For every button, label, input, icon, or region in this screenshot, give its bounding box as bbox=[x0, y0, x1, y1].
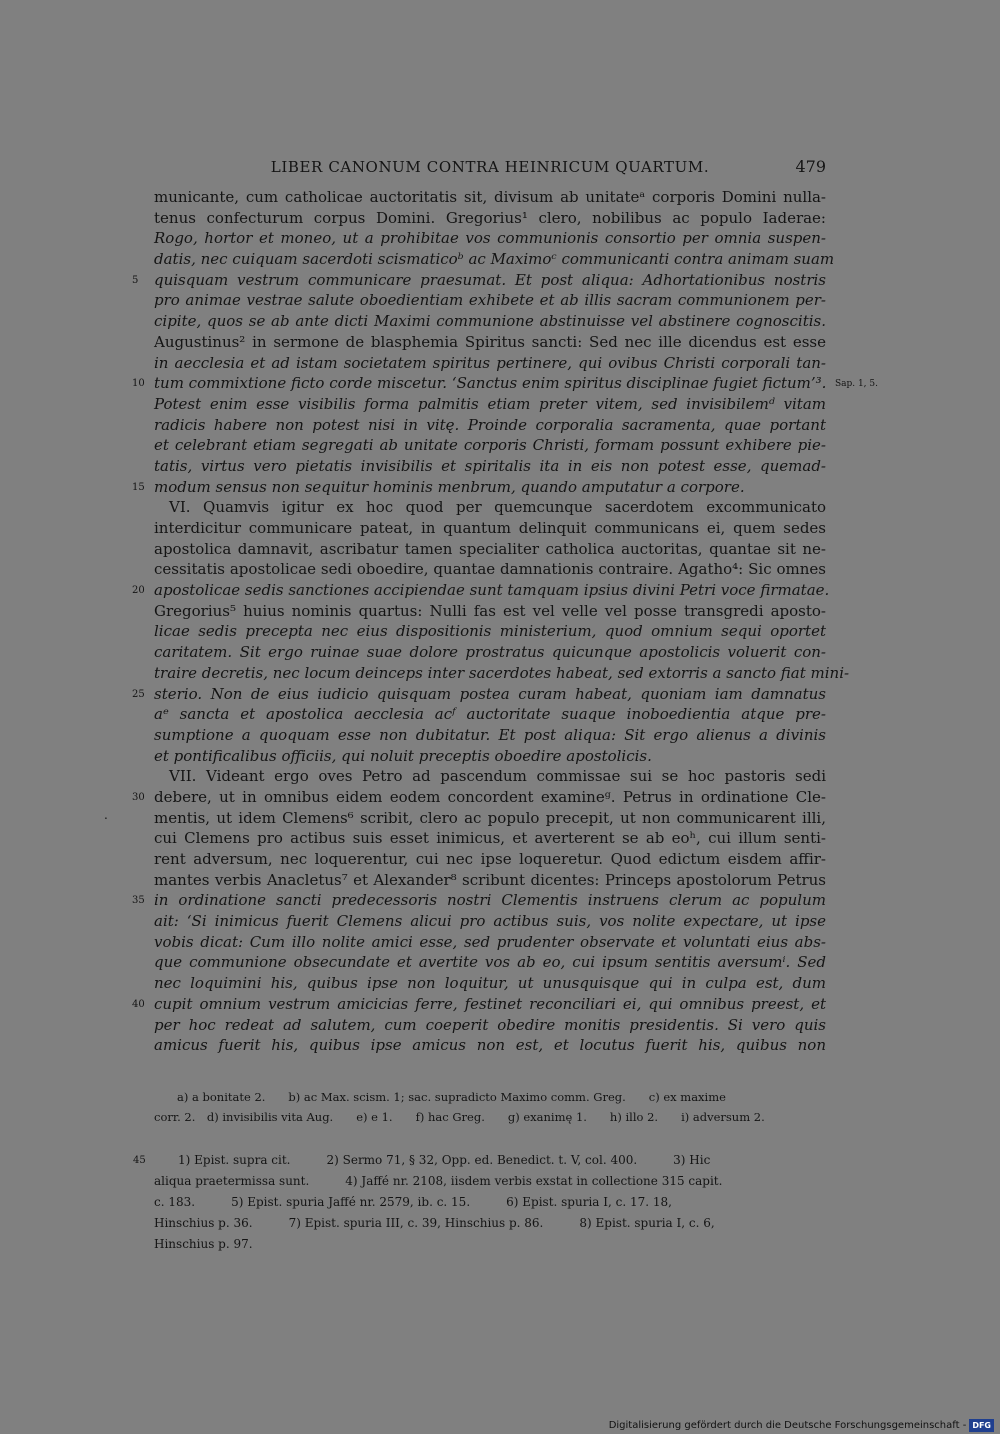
dfg-logo: DFG bbox=[969, 1419, 994, 1432]
line-text: apostolicae sedis sanctiones accipiendae sunt tamquam ipsius divini Petri voce firmatae. bbox=[154, 581, 830, 600]
line-text: cessitatis apostolicae sedi oboedire, quantae damnationis contraire. Agatho⁴: Sic omnes bbox=[154, 560, 826, 579]
line-text: datis, nec cuiquam sacerdoti scismaticoᵇ ac Maximoᶜ communicanti contra animam suam bbox=[154, 250, 835, 269]
text-line bbox=[132, 994, 826, 1015]
line-text: pro animae vestrae salute oboedientiam exhibete et ab illis sacram communionem per- bbox=[154, 291, 826, 310]
line-text: VII. Videant ergo oves Petro ad pascendum commissae sui se hoc pastoris sedi bbox=[154, 767, 826, 786]
footer-text: Digitalisierung gefördert durch die Deutsche Forschungsgemeinschaft - bbox=[608, 1419, 967, 1431]
text-line bbox=[132, 373, 878, 394]
line-text: radicis habere non potest nisi in vitę. Proinde corporalia sacramenta, quae portant bbox=[154, 415, 826, 434]
note-text: aliqua praetermissa sunt. 4) Jaffé nr. 2108, iisdem verbis exstat in collectione 315 capit. bbox=[154, 1174, 723, 1188]
line-text: et celebrant etiam segregati ab unitate corporis Christi, formam possunt exhibere pie- bbox=[154, 436, 826, 455]
line-text: que communione obsecundate et avertite vos ab eo, cui ipsum sentitis aversumⁱ. Sed bbox=[154, 953, 826, 972]
text-line bbox=[154, 973, 826, 994]
line-text: traire decretis, nec locum deinceps inter sacerdotes habeat, sed extorris a sancto fiat mini- bbox=[154, 663, 850, 682]
line-text: amicus fuerit his, quibus ipse amicus non est, et locutus fuerit his, quibus non bbox=[154, 1036, 826, 1055]
line-text: Augustinus² in sermone de blasphemia Spiritus sancti: Sed nec ille dicendus est esse bbox=[154, 332, 826, 351]
text-line bbox=[132, 684, 826, 705]
line-text: mentis, ut idem Clemens⁶ scribit, clero ac populo precepit, ut non communicarent illi, bbox=[154, 808, 826, 827]
text-line bbox=[154, 621, 826, 642]
text-line bbox=[132, 890, 826, 911]
line-number: 5 bbox=[132, 274, 139, 286]
line-number: 45 bbox=[133, 1155, 146, 1166]
text-line bbox=[154, 497, 826, 518]
text-line bbox=[132, 270, 826, 291]
critical-apparatus bbox=[154, 1087, 822, 1127]
text-line bbox=[154, 663, 850, 684]
line-text: licae sedis precepta nec eius dispositionis ministerium, quod omnium sequi oportet bbox=[154, 622, 826, 641]
line-text: Gregorius⁵ huius nominis quartus: Nulli fas est vel velle vel posse transgredi aposto- bbox=[154, 601, 826, 620]
line-text: et pontificalibus officiis, qui noluit preceptis oboedire apostolicis. bbox=[154, 746, 652, 765]
text-line bbox=[132, 787, 826, 808]
note-line bbox=[154, 1192, 822, 1213]
text-line bbox=[154, 1015, 826, 1036]
text-line bbox=[154, 601, 826, 622]
text-line bbox=[154, 932, 826, 953]
text-line bbox=[154, 1035, 826, 1056]
line-text: modum sensus non sequitur hominis menbrum, quando amputatur a corpore. bbox=[154, 477, 745, 496]
line-text: Rogo, hortor et moneo, ut a prohibitae vos communionis consortio per omnia suspen- bbox=[154, 229, 826, 248]
line-number: 25 bbox=[132, 688, 145, 700]
line-text: nec loquimini his, quibus ipse non loquitur, ut unusquisque qui in culpa est, dum bbox=[154, 974, 826, 993]
line-text: sterio. Non de eius iudicio quisquam postea curam habeat, quoniam iam damnatus bbox=[154, 684, 826, 703]
text-line bbox=[154, 290, 826, 311]
text-line bbox=[154, 415, 826, 436]
text-line bbox=[132, 580, 830, 601]
apparatus-line: a) a bonitate 2. b) ac Max. scism. 1; sac. supradicto Maximo comm. Greg. c) ex maxime bbox=[154, 1090, 726, 1104]
line-text: in aecclesia et ad istam societatem spiritus pertinere, qui ovibus Christi corporali tan- bbox=[154, 353, 826, 372]
text-line bbox=[154, 332, 826, 353]
note-text: Hinschius p. 97. bbox=[154, 1237, 253, 1251]
text-line bbox=[154, 766, 826, 787]
text-line bbox=[154, 353, 826, 374]
line-text: quisquam vestrum communicare praesumat. Et post aliqua: Adhortationibus nostris bbox=[154, 270, 826, 289]
line-text: cui Clemens pro actibus suis esset inimicus, et averterent se ab eoʰ, cui illum senti- bbox=[154, 829, 826, 848]
source-notes bbox=[133, 1150, 822, 1255]
text-line bbox=[154, 911, 826, 932]
note-line bbox=[154, 1234, 822, 1255]
line-text: cipite, quos se ab ante dicti Maximi communione abstinuisse vel abstinere cognoscitis. bbox=[154, 312, 826, 331]
text-line bbox=[154, 725, 826, 746]
main-text bbox=[132, 187, 878, 1056]
line-text: caritatem. Sit ergo ruinae suae dolore prostratus quicunque apostolicis voluerit con- bbox=[154, 643, 826, 662]
stray-mark: . bbox=[104, 808, 108, 822]
line-number: 10 bbox=[132, 378, 145, 390]
line-number: 15 bbox=[132, 481, 145, 493]
text-line bbox=[154, 808, 826, 829]
text-line bbox=[154, 539, 826, 560]
text-line bbox=[154, 394, 826, 415]
running-head bbox=[154, 158, 826, 180]
text-line bbox=[154, 228, 826, 249]
line-text: tum commixtione ficto corde miscetur. ‘Sanctus enim spiritus disciplinae fugiet fictum’³. bbox=[154, 374, 827, 393]
line-text: vobis dicat: Cum illo nolite amici esse, sed prudenter observate et voluntati eius abs- bbox=[154, 932, 826, 951]
note-text: Hinschius p. 36. 7) Epist. spuria III, c. 39, Hinschius p. 86. 8) Epist. spuria I, c. 6, bbox=[154, 1216, 715, 1230]
note-text: 1) Epist. supra cit. 2) Sermo 71, § 32, Opp. ed. Benedict. t. V, col. 400. 3) Hic bbox=[154, 1153, 711, 1167]
text-line bbox=[154, 311, 826, 332]
text-line bbox=[154, 208, 826, 229]
text-line bbox=[154, 642, 826, 663]
line-text: rent adversum, nec loquerentur, cui nec ipse loqueretur. Quod edictum eisdem affir- bbox=[154, 850, 826, 868]
text-line bbox=[154, 518, 826, 539]
line-text: apostolica damnavit, ascribatur tamen specialiter catholica auctoritas, quantae sit ne- bbox=[154, 539, 826, 558]
line-text: cupit omnium vestrum amicicias ferre, festinet reconciliari ei, qui omnibus preest, et bbox=[154, 994, 826, 1013]
text-line bbox=[154, 249, 835, 270]
text-line bbox=[154, 187, 826, 208]
note-line bbox=[154, 1213, 822, 1234]
line-number: 30 bbox=[132, 791, 145, 803]
line-number: 40 bbox=[132, 998, 145, 1010]
line-text: in ordinatione sancti predecessoris nostri Clementis instruens clerum ac populum bbox=[154, 891, 826, 910]
text-line bbox=[154, 435, 826, 456]
line-text: debere, ut in omnibus eidem eodem concordent examineᵍ. Petrus in ordinatione Cle- bbox=[154, 787, 826, 806]
line-number: 35 bbox=[132, 895, 145, 907]
line-text: mantes verbis Anacletus⁷ et Alexander⁸ scribunt dicentes: Princeps apostolorum Petrus bbox=[154, 870, 826, 889]
text-line bbox=[154, 746, 826, 767]
text-line bbox=[154, 849, 826, 870]
line-text: aᵉ sancta et apostolica aecclesia acᶠ auctoritate suaque inoboedientia atque pre- bbox=[154, 705, 826, 724]
line-text: ait: ‘Si inimicus fuerit Clemens alicui pro actibus suis, vos nolite expectare, ut ipse bbox=[154, 912, 826, 931]
line-text: interdicitur communicare pateat, in quantum delinquit communicans ei, quem sedes bbox=[154, 519, 826, 537]
line-text: VI. Quamvis igitur ex hoc quod per quemcunque sacerdotem excommunicato bbox=[154, 498, 826, 517]
line-text: Potest enim esse visibilis forma palmitis etiam preter vitem, sed invisibilemᵈ vitam bbox=[154, 394, 826, 413]
text-line bbox=[154, 456, 826, 477]
text-line bbox=[132, 477, 826, 498]
text-line bbox=[154, 952, 826, 973]
text-line bbox=[154, 870, 826, 891]
line-text: municante, cum catholicae auctoritatis sit, divisum ab unitateᵃ corporis Domini nulla- bbox=[154, 188, 826, 206]
text-line bbox=[154, 704, 826, 725]
apparatus-line: corr. 2. d) invisibilis vita Aug. e) e 1. f) hac Greg. g) exanimę 1. h) illo 2. i) adversum 2. bbox=[154, 1110, 765, 1124]
line-number: 20 bbox=[132, 585, 145, 597]
line-text: per hoc redeat ad salutem, cum coeperit obedire monitis presidentis. Si vero quis bbox=[154, 1015, 826, 1034]
text-line bbox=[154, 828, 826, 849]
line-text: tenus confecturum corpus Domini. Gregorius¹ clero, nobilibus ac populo Iaderae: bbox=[154, 208, 826, 227]
line-text: tatis, virtus vero pietatis invisibilis et spiritalis ita in eis non potest esse, quemad- bbox=[154, 456, 826, 475]
note-line bbox=[154, 1171, 822, 1192]
page-number: 479 bbox=[795, 157, 826, 176]
note-text: c. 183. 5) Epist. spuria Jaffé nr. 2579, ib. c. 15. 6) Epist. spuria I, c. 17. 18, bbox=[154, 1195, 672, 1209]
line-text: sumptione a quoquam esse non dubitatur. Et post aliqua: Sit ergo alienus a divinis bbox=[154, 725, 826, 744]
text-line bbox=[154, 559, 826, 580]
running-title: LIBER CANONUM CONTRA HEINRICUM QUARTUM. bbox=[270, 158, 710, 176]
note-line bbox=[133, 1150, 822, 1171]
margin-reference: Sap. 1, 5. bbox=[834, 379, 878, 390]
digitization-footer bbox=[609, 1418, 994, 1432]
